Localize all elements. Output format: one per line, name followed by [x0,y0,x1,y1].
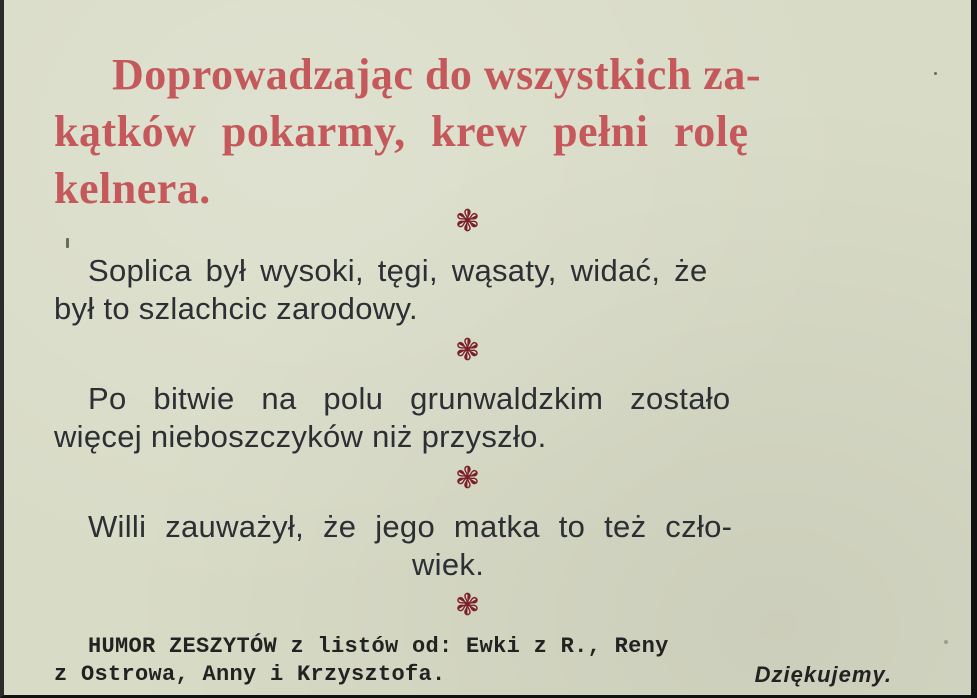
joke-1-line-2: był to szlachcic zarodowy. [54,291,418,326]
separator-ornament-icon: ❃ [454,461,481,496]
headline [54,46,894,217]
separator-ornament-icon: ❃ [454,588,481,623]
credits-line-2-text: z Ostrowa, Anny i Krzysztofa. [54,662,446,687]
joke-3-line-1: Willi zauważył, że jego matka to też czło- [88,509,733,544]
separator-ornament-icon: ❃ [454,204,481,239]
headline-line-2: kątków pokarmy, krew pełni rolę [54,107,749,156]
headline-line-1: Doprowadzając do wszystkich za- [112,50,761,99]
print-speck [934,72,937,75]
credits-line-2 [54,661,892,689]
joke-2-line-2: więcej nieboszczyków niż przyszło. [54,419,547,454]
separator-ornament-icon: ❃ [454,333,481,368]
credits [54,633,892,689]
joke-1-line-1: Soplica był wysoki, tęgi, wąsaty, widać, że [88,253,708,288]
credits-line-1: HUMOR ZESZYTÓW z listów od: Ewki z R., Reny [88,634,669,659]
joke-1 [54,252,892,328]
print-speck [66,238,69,248]
print-speck [944,640,948,644]
joke-3-line-2: wiek. [412,547,485,582]
joke-2 [54,380,892,456]
joke-3 [54,508,892,584]
thanks-text: Dziękujemy. [754,662,892,687]
headline-line-3: kelnera. [54,164,211,213]
joke-2-line-1: Po bitwie na polu grunwaldzkim zostało [88,381,731,416]
